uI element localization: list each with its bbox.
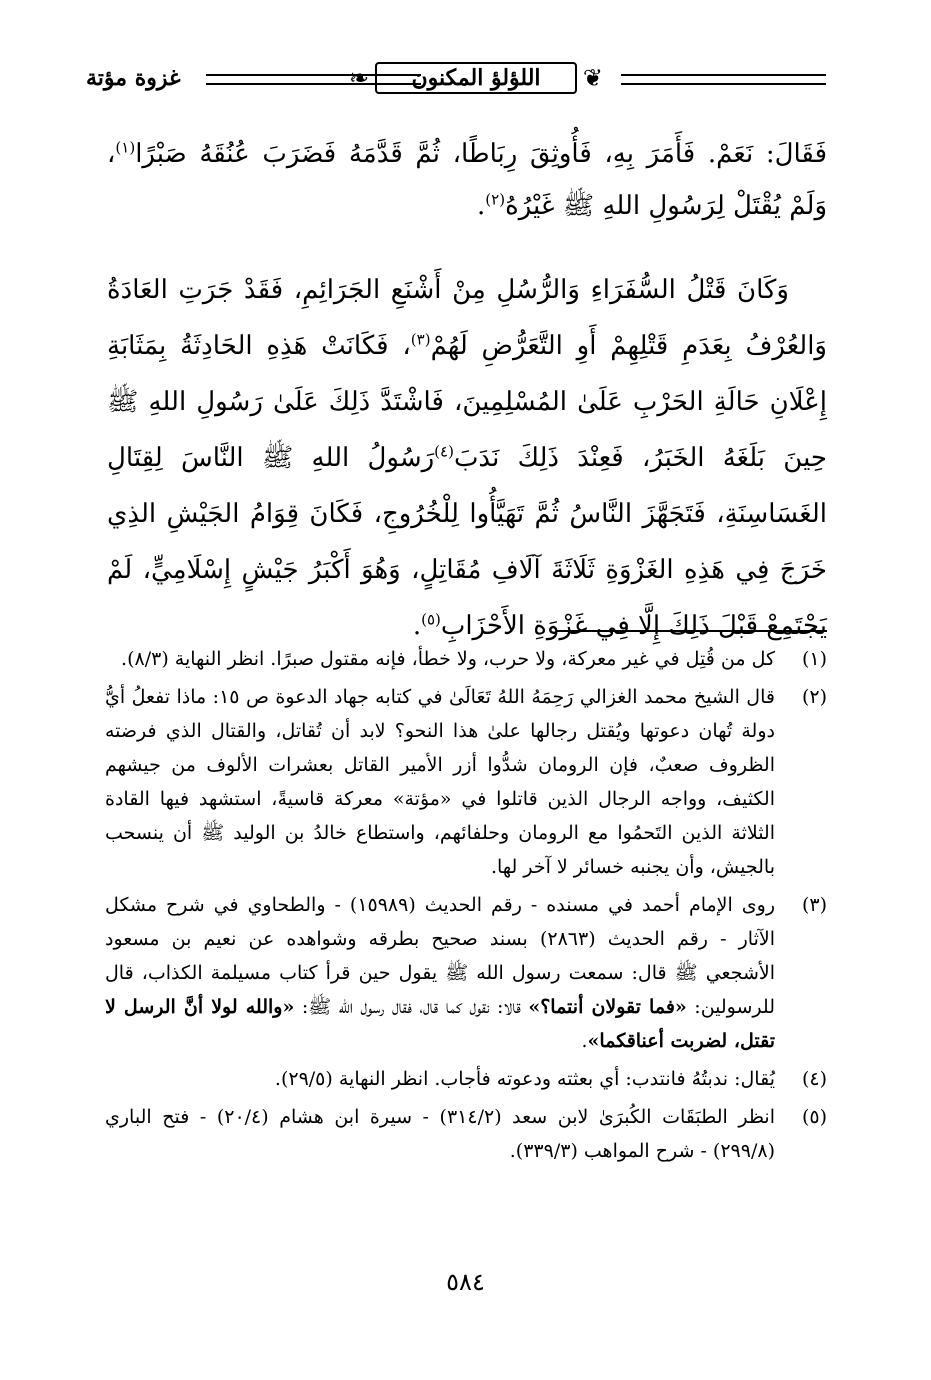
- p1-cont: ، وَلَمْ يُقْتَلْ لِرَسُولِ اللهِ ﷺ غَيْرُهُ: [107, 139, 827, 221]
- footnote-text: يُقال: ندبتُهُ فانتدب: أي بعثته ودعوته فأجاب. انظر النهاية (٢٩/٥).: [274, 1068, 775, 1090]
- footnote-3: [105, 888, 827, 1058]
- hadith-quote-1: «فما تقولان أنتما؟»: [528, 996, 687, 1018]
- p2-text-c: رَسُولُ اللهِ ﷺ النَّاسَ لِقِتَالِ الغَسَاسِنَةِ، فَتَجَهَّزَ النَّاسُ ثُمَّ تَهَيَّأُوا لِلْخُرُوجِ، فَكَانَ قِوَامُ الجَيْشِ الذِي خَرَجَ فِي هَذِهِ الغَزْوَةِ ثَلَاثَةَ آلَافِ مُقَاتِلٍ، وَهُوَ أَكْبَرُ جَيْشٍ إِسْلَامِيٍّ، لَمْ يَجْتَمِعْ قَبْلَ ذَلِكَ إِلَّا فِي غَزْوَةِ الأَحْزَابِ: [107, 443, 827, 641]
- main-text: [107, 128, 827, 654]
- ornament-icon: ❦: [582, 64, 603, 92]
- footnote-2: [105, 680, 827, 884]
- footnote-ref-3[interactable]: (٣): [410, 330, 431, 349]
- p1-end: .: [477, 191, 486, 221]
- header-rule-left: [206, 74, 421, 85]
- footnote-number: (٢): [801, 686, 827, 708]
- p2-text-b: ، فَكَانَتْ هَذِهِ الحَادِثَةُ بِمَثَابَةِ إِعْلَانِ حَالَةِ الحَرْبِ عَلَىٰ المُسْلِمِينَ، فَاشْتَدَّ ذَلِكَ عَلَىٰ رَسُولِ اللهِ ﷺ حِينَ بَلَغَهُ الخَبَرُ، فَعِنْدَ ذَلِكَ نَدَبَ: [107, 331, 828, 473]
- footnotes: [105, 642, 827, 1172]
- header-rule-right: [621, 74, 826, 85]
- footnote-5: [105, 1100, 827, 1168]
- footnote-text-block: [105, 888, 775, 1058]
- footnote-text: روى الإمام أحمد في مسنده - رقم الحديث (١٥٩٨٩) - والطحاوي في شرح مشكل الآثار - رقم الحديث (٢٨٦٣) بسند صحيح بطرقه وشواهده عن نعيم بن مسعود الأشجعي ﷺ قال: سمعت رسول الله ﷺ يقول حين قرأ كتاب مسيلمة الكذاب، قال للرسولين:: [105, 894, 775, 1018]
- hadith-quote-2: «والله لولا أنَّ الرسل لا تقتل، لضربت أعناقكما»: [105, 996, 775, 1052]
- footnote-text: قال الشيخ محمد الغزالي رَحِمَهُ اللهُ تَعَالَىٰ في كتابه جهاد الدعوة ص ١٥: ماذا تفعلُ أيُّ دولة تُهان دعوتها ويُقتل رجالها علىٰ هذا النحو؟ لابد أن تُقاتل، والقتال الذي فرضته الظروف صعبٌ، فإن الرومان شدُّوا أزر الأمير القاتل بعشرات الألوف من جيشهم الكثيف، وواجه الرجال الذين قاتلوا في «مؤتة» معركة قاسيةً، استشهد فيها القادة الثلاثة الذين التَحمُوا مع الرومان وحلفائهم، واستطاع خالدُ بن الوليد ﷺ أن ينسحب بالجيش، وأن يجنبه خسائر لا آخر لها.: [105, 686, 775, 878]
- p2-text-a: وَكَانَ قَتْلُ السُّفَرَاءِ وَالرُّسُلِ مِنْ أَشْنَعِ الجَرَائِمِ، فَقَدْ جَرَتِ العَادَةُ وَالعُرْفُ بِعَدَمِ قَتْلِهِمْ أَوِ التَّعَرُّضِ لَهُمْ: [107, 275, 827, 361]
- ornament-icon: ❧: [349, 64, 370, 92]
- chapter-title: غزوة مؤتة: [86, 65, 181, 91]
- footnote-ref-2[interactable]: (٢): [485, 190, 506, 209]
- footnote-divider: [557, 630, 827, 632]
- footnote-number: (٤): [801, 1068, 827, 1090]
- footnote-text-mid: قالا: نقول كما قال، فقال رسول الله ﷺ:: [294, 996, 529, 1018]
- paragraph-2: [107, 262, 827, 654]
- paragraph-1: [107, 128, 827, 232]
- p2-end: .: [412, 611, 422, 641]
- footnote-ref-1[interactable]: (١): [115, 138, 136, 157]
- footnote-text-end: .: [581, 1030, 588, 1052]
- footnote-number: (١): [801, 648, 827, 670]
- footnote-number: (٣): [801, 894, 827, 916]
- footnote-ref-4[interactable]: (٤): [434, 442, 454, 461]
- footnote-ref-5[interactable]: (٥): [421, 610, 441, 629]
- footnote-4: [105, 1062, 827, 1096]
- footnote-1: [105, 642, 827, 676]
- p1-text: فَقَالَ: نَعَمْ. فَأَمَرَ بِهِ، فَأُوثِقَ رِبَاطًا، ثُمَّ قَدَّمَهُ فَضَرَبَ عُنُقَهُ صَبْرًا: [135, 139, 827, 169]
- footnote-text: كل من قُتِل في غير معركة، ولا حرب، ولا خطأ، فإنه مقتول صبرًا. انظر النهاية (٨/٣).: [121, 648, 775, 670]
- page-header: [86, 54, 826, 102]
- footnote-text: انظر الطبَقَات الكُبرَىٰ لابن سعد (٣١٤/٢) - سيرة ابن هشام (٢٠/٤) - فتح الباري (٢٩٩/٨) - شرح المواهب (٣٣٩/٣).: [105, 1106, 775, 1162]
- page-number: ٥٨٤: [446, 1268, 485, 1296]
- book-title: اللؤلؤ المكنون: [411, 65, 541, 91]
- footnote-number: (٥): [801, 1106, 827, 1128]
